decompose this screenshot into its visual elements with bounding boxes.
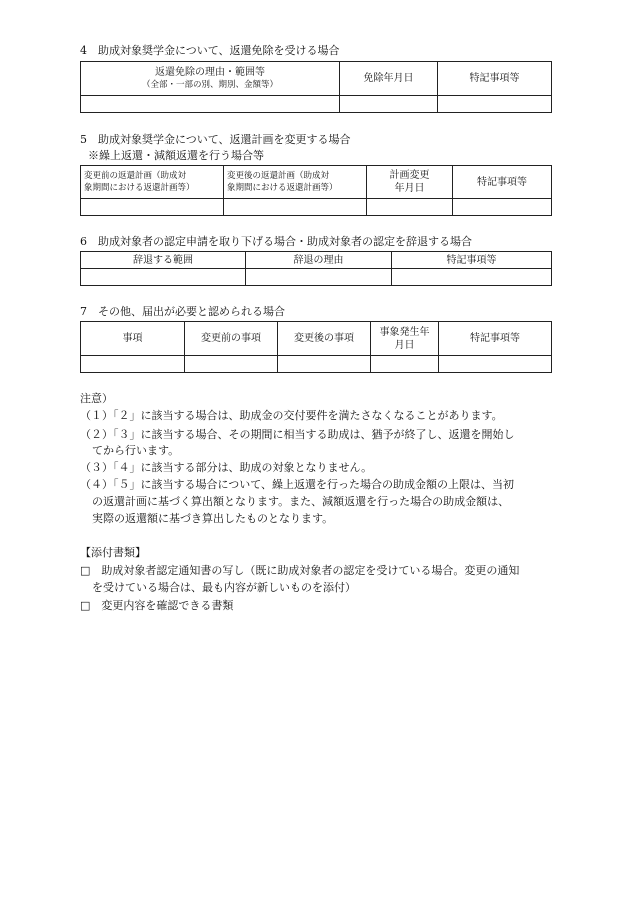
section4-table <box>80 61 552 113</box>
section6-col1-header: 辞退する範囲 <box>81 252 246 269</box>
table-header-row <box>81 62 552 96</box>
section5-col4-header: 特記事項等 <box>453 166 552 199</box>
section7-col4-line2: 月日 <box>394 339 415 351</box>
attachment-item-2: □ 変更内容を確認できる書類 <box>80 599 234 612</box>
section6-title: 6 助成対象者の認定申請を取り下げる場合・助成対象者の認定を辞退する場合 <box>80 235 472 248</box>
section7-col1-header: 事項 <box>81 322 185 356</box>
section5-col2-header <box>224 166 367 199</box>
note-line: （４）「５」に該当する場合について、繰上返還を行った場合の助成金額の上限は、当初 <box>80 478 515 491</box>
table-cell <box>453 199 552 216</box>
section5-col3-line1: 計画変更 <box>389 170 430 181</box>
table-row <box>81 269 552 286</box>
table-cell <box>367 199 453 216</box>
section5-table <box>80 165 552 216</box>
section7-col4-header <box>371 322 439 356</box>
section4-col2-header: 免除年月日 <box>340 62 438 96</box>
section5-col1-header <box>81 166 224 199</box>
attachment-item-1-cont: を受けている場合は、最も内容が新しいものを添付） <box>92 581 356 594</box>
section5-title: 5 助成対象奨学金について、返還計画を変更する場合 <box>80 133 351 146</box>
table-cell <box>81 96 340 113</box>
notes-heading: 注意） <box>80 392 113 405</box>
section7-col4-line1: 事象発生年 <box>379 326 430 338</box>
section5-col2-line2: 象期間における返還計画等） <box>227 183 338 193</box>
table-cell <box>81 199 224 216</box>
table-row <box>81 356 552 373</box>
section6-col3-header: 特記事項等 <box>392 252 552 269</box>
section5-col2-line1: 変更後の返還計画（助成対 <box>227 171 330 181</box>
table-cell <box>185 356 278 373</box>
table-cell <box>246 269 392 286</box>
table-header-row <box>81 166 552 199</box>
table-row <box>81 199 552 216</box>
section6-col2-header: 辞退の理由 <box>246 252 392 269</box>
section4-col3-header: 特記事項等 <box>438 62 552 96</box>
section7-table <box>80 321 552 373</box>
table-row <box>81 96 552 113</box>
table-cell <box>81 356 185 373</box>
section4-title: 4 助成対象奨学金について、返還免除を受ける場合 <box>80 44 340 57</box>
note-line: てから行います。 <box>92 444 180 457</box>
section7-col3-header: 変更後の事項 <box>278 322 371 356</box>
table-cell <box>278 356 371 373</box>
section4-col1-header <box>81 62 340 96</box>
note-line: の返還計画に基づく算出額となります。また、減額返還を行った場合の助成金額は、 <box>92 495 510 508</box>
table-header-row <box>81 252 552 269</box>
section7-col2-header: 変更前の事項 <box>185 322 278 356</box>
section5-col3-line2: 年月日 <box>394 183 425 194</box>
table-cell <box>371 356 439 373</box>
table-cell <box>392 269 552 286</box>
note-line: （２）「３」に該当する場合、その期間に相当する助成は、猶予が終了し、返還を開始し <box>80 428 515 441</box>
section5-col1-line1: 変更前の返還計画（助成対 <box>84 171 187 181</box>
section5-subtitle: ※繰上返還・減額返還を行う場合等 <box>88 149 264 162</box>
section7-col5-header: 特記事項等 <box>439 322 552 356</box>
note-line: （１）「２」に該当する場合は、助成金の交付要件を満たさなくなることがあります。 <box>80 409 503 422</box>
note-line: 実際の返還額に基づき算出したものとなります。 <box>92 512 334 525</box>
table-header-row <box>81 322 552 356</box>
table-cell <box>81 269 246 286</box>
attachments-heading: 【添付書類】 <box>80 546 146 559</box>
section7-title: 7 その他、届出が必要と認められる場合 <box>80 305 285 318</box>
section6-table <box>80 251 552 286</box>
table-cell <box>224 199 367 216</box>
table-cell <box>340 96 438 113</box>
section5-col3-header <box>367 166 453 199</box>
section5-col1-line2: 象期間における返還計画等） <box>84 183 195 193</box>
section4-col1-line1: 返還免除の理由・範囲等 <box>155 66 265 78</box>
note-line: （３）「４」に該当する部分は、助成の対象となりません。 <box>80 461 373 474</box>
attachment-item-1: □ 助成対象者認定通知書の写し（既に助成対象者の認定を受けている場合。変更の通知 <box>80 564 520 577</box>
section4-col1-line2: （全部・一部の別、期別、金額等） <box>141 79 278 90</box>
table-cell <box>438 96 552 113</box>
table-cell <box>439 356 552 373</box>
